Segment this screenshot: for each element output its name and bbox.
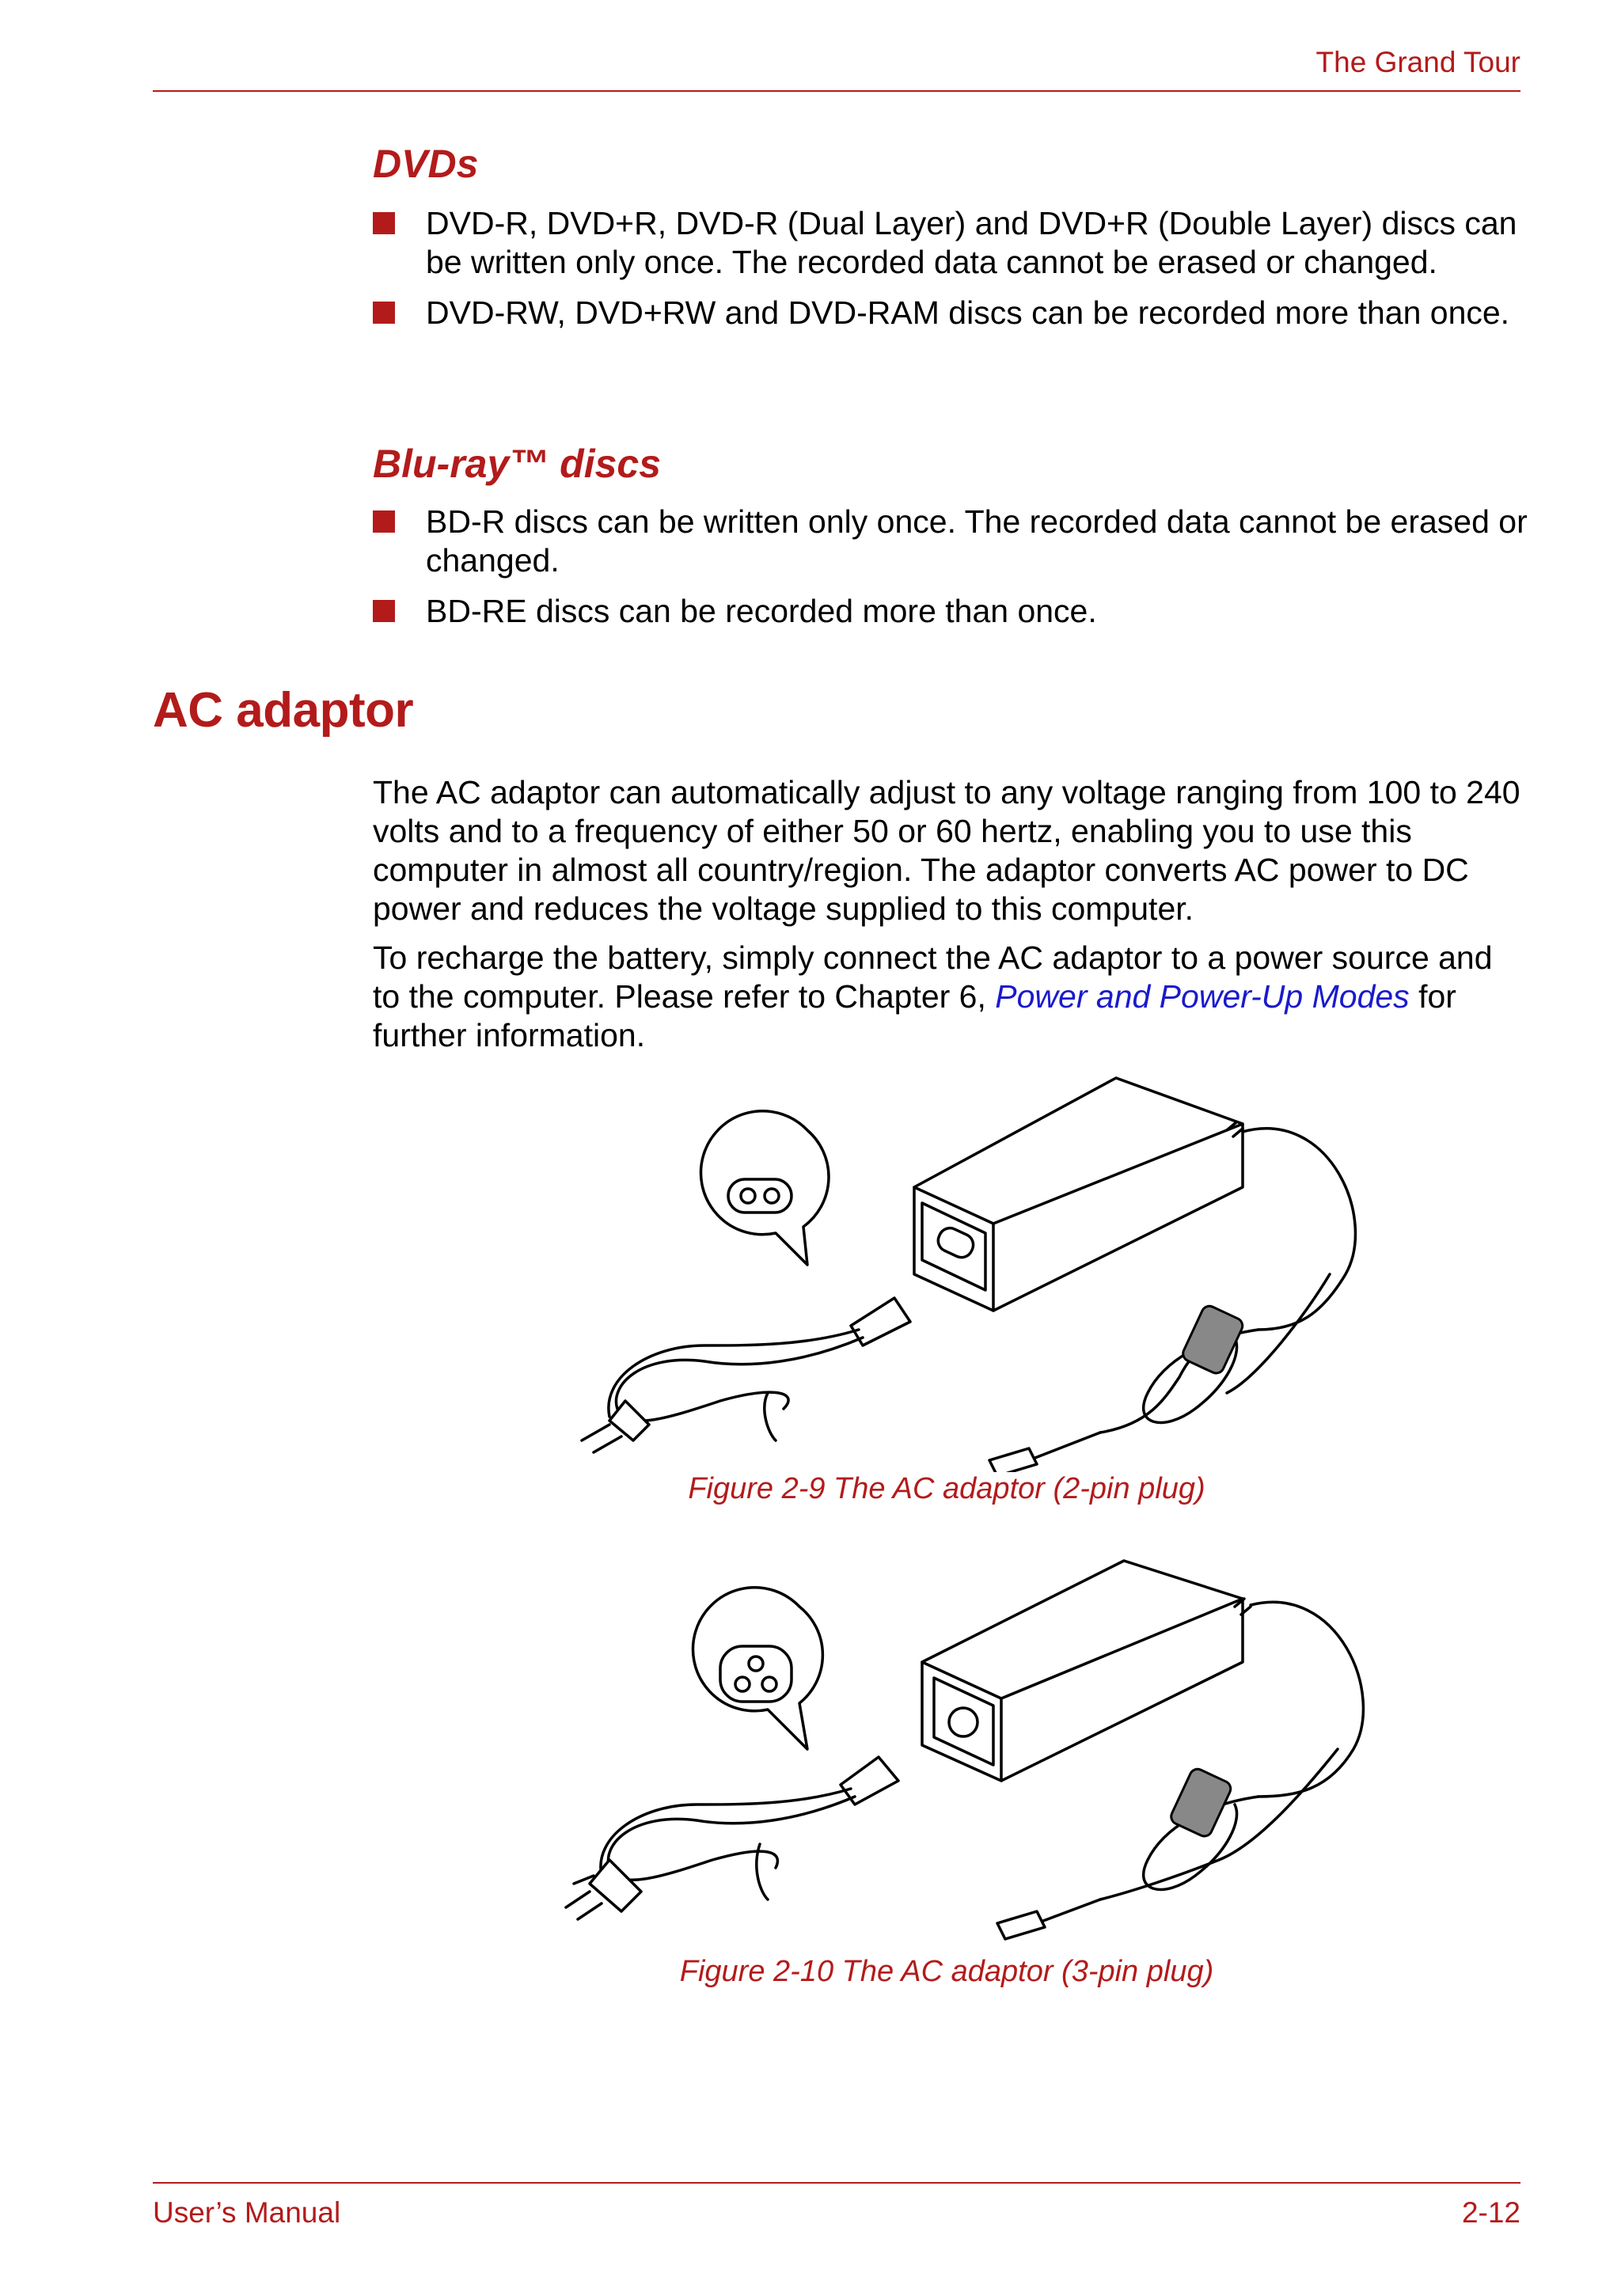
bullet-icon xyxy=(373,212,395,234)
paragraph-text: for further information. xyxy=(373,978,1456,1053)
section-heading: AC adaptor xyxy=(153,683,414,738)
footer-rule xyxy=(153,2182,1520,2184)
dvds-heading: DVDs xyxy=(373,142,479,186)
bluray-heading: Blu-ray™ discs xyxy=(373,442,662,486)
chapter-link[interactable]: Power and Power-Up Modes xyxy=(995,978,1410,1015)
paragraph-text: To recharge the battery, simply connect the AC adaptor to a power source and to the computer. Please refer to Chapter 6, xyxy=(373,939,1493,1015)
bluray-list xyxy=(373,503,1528,643)
page-number: 2-12 xyxy=(1461,2196,1520,2229)
bullet-icon xyxy=(373,510,395,533)
list-item xyxy=(373,294,1528,332)
dvds-list xyxy=(373,204,1528,344)
list-item xyxy=(373,503,1528,580)
ac-adaptor-3pin-illustration xyxy=(546,1543,1401,1955)
list-item xyxy=(373,592,1528,631)
header-rule xyxy=(153,90,1520,92)
ac-adaptor-2pin-illustration xyxy=(546,1061,1401,1472)
figure-caption: Figure 2-10 The AC adaptor (3-pin plug) xyxy=(679,1955,1214,1988)
list-item xyxy=(373,204,1528,282)
list-item-text: DVD-RW, DVD+RW and DVD-RAM discs can be recorded more than once. xyxy=(426,294,1510,331)
footer-manual-title: User’s Manual xyxy=(153,2196,341,2229)
paragraph xyxy=(373,939,1528,1055)
running-header: The Grand Tour xyxy=(1315,46,1520,78)
bullet-icon xyxy=(373,600,395,622)
bullet-icon xyxy=(373,302,395,324)
list-item-text: BD-RE discs can be recorded more than once. xyxy=(426,593,1097,629)
paragraph: The AC adaptor can automatically adjust to any voltage ranging from 100 to 240 volts and to a frequency of either 50 or 60 hertz, enabling you to use this computer in almost all country/region. The adaptor converts AC power to DC power and reduces the voltage supplied to this computer. xyxy=(373,774,1520,927)
list-item-text: DVD-R, DVD+R, DVD-R (Dual Layer) and DVD+R (Double Layer) discs can be written only once. The recorded data cannot be erased or changed. xyxy=(426,205,1517,280)
list-item-text: BD-R discs can be written only once. The recorded data cannot be erased or changed. xyxy=(426,503,1528,579)
figure-caption: Figure 2-9 The AC adaptor (2-pin plug) xyxy=(688,1472,1205,1505)
